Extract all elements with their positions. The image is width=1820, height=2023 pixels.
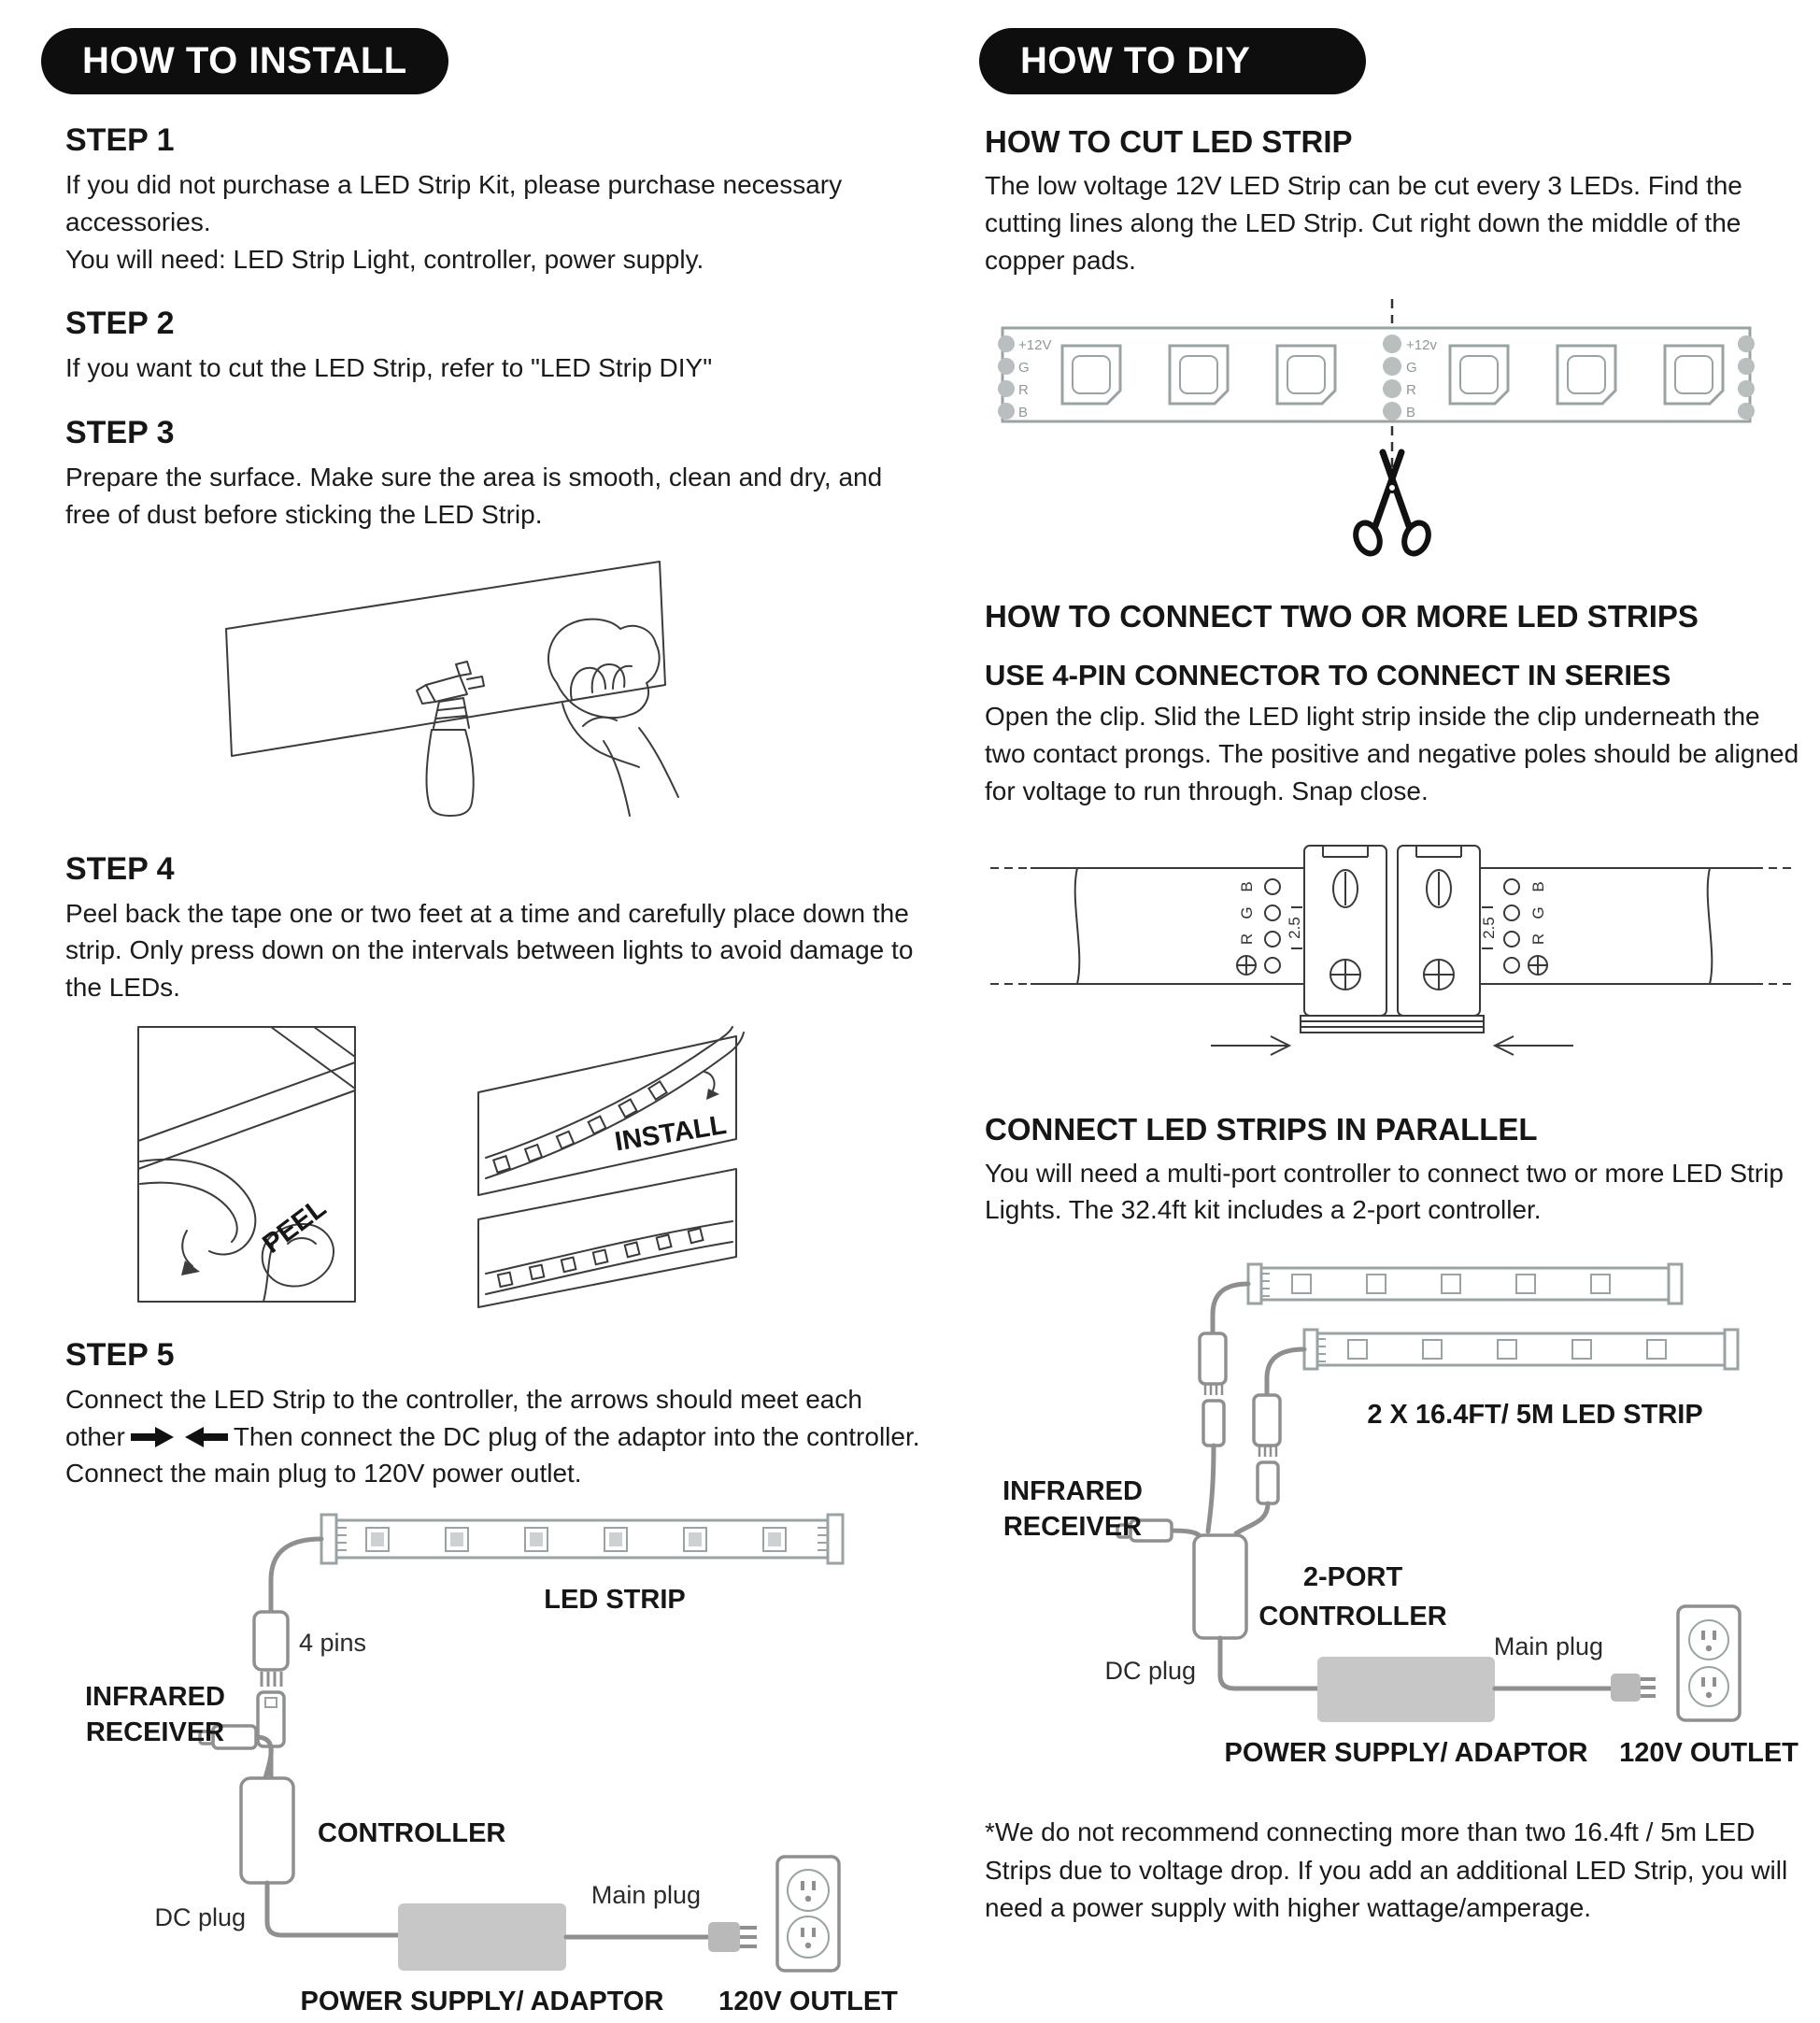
four-pins-label: 4 pins [299, 1629, 367, 1657]
right-pad-r: R [1529, 933, 1547, 945]
arrows-meet-icon [125, 1422, 234, 1451]
main-plug-device [1611, 1674, 1656, 1702]
right-pad-b: B [1529, 880, 1547, 892]
cut-paragraph: The low voltage 12V LED Strip can be cut every 3 LEDs. Find the cutting lines along the LED Strip. Cut right down the middle of the copper pads. [985, 171, 1742, 275]
dc-plug-wire [1220, 1638, 1317, 1688]
hand-with-cloth [548, 619, 678, 815]
pad-label-g-left: G [1018, 360, 1030, 377]
diy-column [979, 28, 1801, 1928]
controller-label-line1: 2-PORT [1302, 1562, 1403, 1592]
step5-title: STEP 5 [65, 1336, 175, 1373]
clip-connector [1301, 846, 1484, 1033]
right-strip-edges [1480, 868, 1794, 984]
power-supply-device [398, 1903, 566, 1971]
series-connector-diagram [979, 833, 1801, 1071]
dc-plug-label: DC plug [154, 1903, 246, 1931]
pad-label-r-left: R [1018, 382, 1029, 399]
strip-wire [271, 1539, 321, 1610]
controller-label-line2: CONTROLLER [1258, 1602, 1447, 1631]
slide-arrows [1211, 1036, 1573, 1055]
cut-strip-diagram [979, 295, 1801, 562]
cut-title: HOW TO CUT LED STRIP [985, 124, 1353, 159]
pad-label-b-mid: B [1406, 405, 1416, 421]
peel-panel [138, 1027, 355, 1302]
step1-paragraph-2: You will need: LED Strip Light, controller, power supply. [65, 244, 704, 274]
left-pad-g: G [1238, 905, 1256, 919]
wall-panel [226, 562, 665, 756]
step3-paragraph: Prepare the surface. Make sure the area is smooth, clean and dry, and free of dust before sticking the LED Strip. [65, 463, 883, 529]
step1-paragraph-1: If you did not purchase a LED Strip Kit, please purchase necessary accessories. [65, 170, 843, 236]
left-pad-r: R [1238, 933, 1256, 945]
outlet-label: 120V OUTLET [718, 1987, 898, 2016]
parallel-wiring-diagram [979, 1253, 1820, 1776]
outlet-device [1678, 1606, 1740, 1720]
infrared-label-line1: INFRARED [85, 1682, 225, 1712]
install-column [41, 28, 929, 2023]
series-paragraph: Open the clip. Slid the LED light strip inside the clip underneath the two contact prongs. The positive and negative poles should be aligned for voltage to run through. Snap close. [985, 702, 1799, 805]
left-pad-b: B [1238, 880, 1256, 892]
pad-label-g-mid: G [1406, 360, 1417, 377]
strip1-connector-chain [1200, 1284, 1248, 1531]
step5-text-after: Then connect the DC plug of the adaptor into the controller. Connect the main plug to 120V power outlet. [65, 1421, 920, 1489]
controller-label: CONTROLLER [318, 1818, 506, 1848]
dc-plug-label: DC plug [1104, 1657, 1196, 1685]
outlet-label: 120V OUTLET [1619, 1738, 1799, 1768]
power-supply-label: POWER SUPPLY/ ADAPTOR [1224, 1738, 1588, 1768]
peel-install-illustration [131, 1019, 747, 1309]
led-strip-device [321, 1515, 843, 1563]
infrared-label-line1: INFRARED [1002, 1476, 1143, 1506]
led-strip-2 [1304, 1330, 1738, 1369]
step5-text-before: Connect the LED Strip to the controller, the arrows should meet each other [65, 1384, 862, 1451]
surface-cleaning-illustration [191, 543, 714, 823]
outlet-device [777, 1857, 839, 1971]
pad-label-12v-left: +12V [1018, 337, 1052, 354]
left-strip-pads [1265, 879, 1280, 973]
strip2-connector-chain [1236, 1349, 1304, 1533]
install-badge: HOW TO INSTALL [41, 28, 448, 94]
install-label: INSTALL [612, 1109, 729, 1158]
install-panel-lower [478, 1169, 736, 1307]
step1-title: STEP 1 [65, 122, 175, 158]
right-strip-pads [1504, 879, 1519, 973]
parallel-paragraph: You will need a multi-port controller to connect two or more LED Strip Lights. The 32.4ft kit includes a 2-port controller. [985, 1158, 1784, 1225]
lower-strip-leds [498, 1228, 704, 1287]
infrared-label-line2: RECEIVER [85, 1717, 225, 1747]
led-strip-1 [1248, 1264, 1682, 1304]
right-pad-plus-icon [1529, 956, 1547, 975]
controller-device [241, 1778, 293, 1883]
dimension-left-value: 2.5 [1286, 916, 1303, 939]
step2-title: STEP 2 [65, 306, 175, 342]
voltage-drop-note: *We do not recommend connecting more than two 16.4ft / 5m LED Strips due to voltage drop. If you add an additional LED Strip, you will need a power supply with higher wattage/amperage. [985, 1817, 1788, 1923]
strips-label: 2 X 16.4FT/ 5M LED STRIP [1367, 1400, 1703, 1430]
step4-title: STEP 4 [65, 850, 175, 887]
led-strip-label: LED STRIP [544, 1585, 686, 1615]
infrared-label-line2: RECEIVER [1002, 1512, 1143, 1542]
single-strip-wiring-diagram [54, 1500, 898, 2023]
pad-label-r-mid: R [1406, 382, 1416, 399]
series-title: USE 4-PIN CONNECTOR TO CONNECT IN SERIES [985, 659, 1671, 692]
right-pad-g: G [1529, 905, 1547, 919]
two-port-controller-device [1194, 1535, 1246, 1638]
install-panel-upper [478, 1027, 744, 1195]
left-pad-plus-icon [1237, 956, 1256, 975]
main-plug-label: Main plug [590, 1881, 701, 1909]
peel-label: PEEL [257, 1192, 333, 1260]
pad-label-12v-mid: +12v [1406, 337, 1437, 354]
dimension-right-value: 2.5 [1480, 916, 1498, 939]
scissors-icon [1352, 452, 1433, 557]
connect-title: HOW TO CONNECT TWO OR MORE LED STRIPS [985, 599, 1699, 634]
step3-title: STEP 3 [65, 415, 175, 450]
power-supply-label: POWER SUPPLY/ ADAPTOR [300, 1987, 664, 2016]
pad-label-b-left: B [1018, 405, 1029, 421]
dc-plug-wire [267, 1883, 398, 1935]
step2-paragraph: If you want to cut the LED Strip, refer to "LED Strip DIY" [65, 353, 713, 383]
spray-bottle [417, 662, 484, 816]
power-supply-device [1317, 1657, 1495, 1722]
main-plug-device [708, 1922, 757, 1952]
step5-paragraph [65, 1381, 929, 1492]
left-strip-edges [990, 868, 1304, 984]
main-plug-label: Main plug [1493, 1632, 1603, 1660]
diy-badge: HOW TO DIY [979, 28, 1366, 94]
step4-paragraph: Peel back the tape one or two feet at a time and carefully place down the strip. Only press down on the intervals between lights to avoid damage to the LEDs. [65, 898, 914, 1002]
parallel-title: CONNECT LED STRIPS IN PARALLEL [985, 1111, 1538, 1147]
